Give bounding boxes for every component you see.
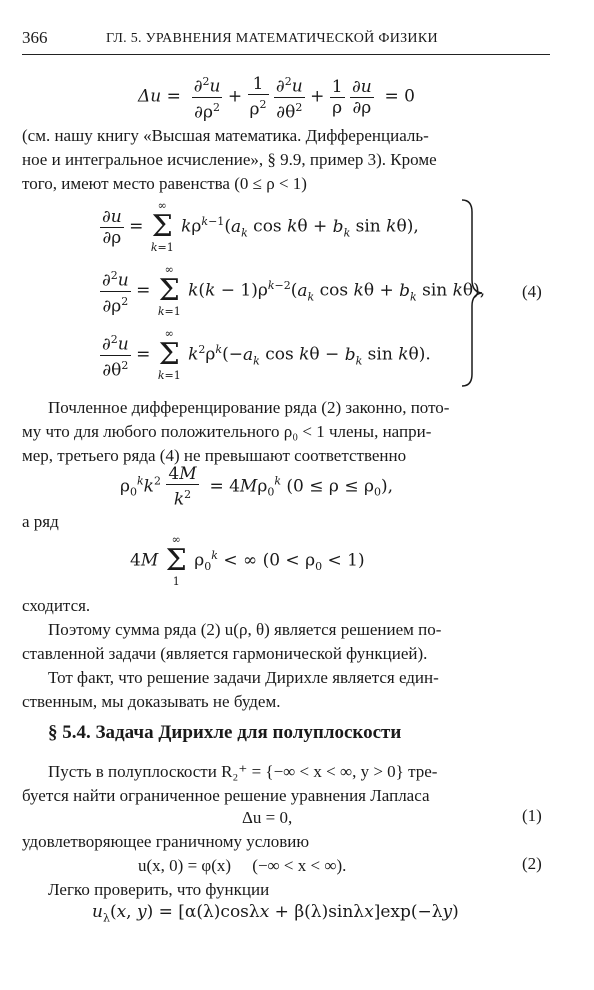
paragraph-reference-line-1: (см. нашу книгу «Высшая математика. Дифференциаль- (22, 126, 429, 145)
formula-series: 4M ∞ Σ 1 $\rho_0^k$ < ∞ $(0 < \rho_0 < 1)$ (130, 533, 365, 588)
equation-1: Δu = 0, (242, 808, 293, 827)
right-brace (458, 198, 488, 388)
section-heading: § 5.4. Задача Дирихле для полуплоскости (48, 722, 402, 743)
equation-number-2: (2) (522, 854, 542, 873)
paragraph-solution-line-2: ставленной задачи (является гармонической функцией). (22, 644, 428, 663)
text-converges: сходится. (22, 596, 91, 615)
equation-number-4: (4) (522, 282, 542, 301)
text-easy-check: Легко проверить, что функции (48, 880, 270, 899)
header-rule (22, 54, 550, 55)
text-a-ryad: а ряд (22, 512, 59, 531)
paragraph-halfplane-line-1: Пусть в полуплоскости R₂⁺ = {−∞ < x < ∞, y > 0} тре- (48, 762, 438, 781)
formula-bound: $\rho_0^kk^2$ $\frac{4M}{k^2}$ = $4M\rho_0^k$ $(0 \le \rho \le \rho_0)$, (120, 464, 394, 510)
paragraph-reference-line-3: того, имеют место равенства (0 ≤ ρ < 1) (22, 174, 307, 193)
formula-system4-line1: $\frac{\partial u}{\partial\rho}$ = ∞ Σ k=1 $k\rho^{k-1}(a_k$ $\cos k\theta + b_k$ sin kθ), (102, 199, 419, 254)
text-boundary-condition: удовлетворяющее граничному условию (22, 832, 310, 851)
page-number: 366 (22, 28, 48, 47)
paragraph-termwise-line-2: му что для любого положительного ρ₀ < 1 члены, напри- (22, 422, 432, 441)
chapter-running-title: ГЛ. 5. УРАВНЕНИЯ МАТЕМАТИЧЕСКОЙ ФИЗИКИ (106, 31, 438, 46)
paragraph-reference-line-2: ное и интегральное исчисление», § 9.9, пример 3). Кроме (22, 150, 437, 169)
paragraph-termwise-line-1: Почленное дифференцирование ряда (2) законно, пото- (48, 398, 450, 417)
paragraph-halfplane-line-2: буется найти ограниченное решение уравнения Лапласа (22, 786, 430, 805)
formula-laplace-polar: Δu = $\frac{\partial^2u}{\partial\rho^2}$ + $\frac{1}{\rho^2}$ $\frac{\partial^2u}{\partial\theta^2}$ + $\frac{1}{\rho}$ $\frac{\partial u}{\partial\rho}$ = 0 (138, 72, 415, 122)
equation-number-1: (1) (522, 806, 542, 825)
equation-2: u(x, 0) = φ(x) (−∞ < x < ∞). (138, 856, 347, 875)
paragraph-uniqueness-line-1: Тот факт, что решение задачи Дирихле является един- (48, 668, 439, 687)
paragraph-termwise-line-3: мер, третьего ряда (4) не превышают соответственно (22, 446, 407, 465)
paragraph-uniqueness-line-2: ственным, мы доказывать не будем. (22, 692, 281, 711)
formula-system4-line2: $\frac{\partial^2u}{\partial\rho^2}$ = ∞ Σ k=1 $k(k - 1)\rho^{k-2}(a_k$ $\cos k\theta + b_k$ sin kθ), (102, 263, 486, 318)
formula-u-lambda: $u_\lambda(x$, y) = [α(λ)cosλx + β(λ)sinλx]exp(−λy) (92, 902, 459, 925)
formula-system4-line3: $\frac{\partial^2u}{\partial\theta^2}$ = ∞ Σ k=1 $k^2\rho^k(-a_k$ $\cos k\theta - b_k$ sin kθ). (102, 327, 431, 382)
paragraph-solution-line-1: Поэтому сумма ряда (2) u(ρ, θ) является решением по- (48, 620, 442, 639)
